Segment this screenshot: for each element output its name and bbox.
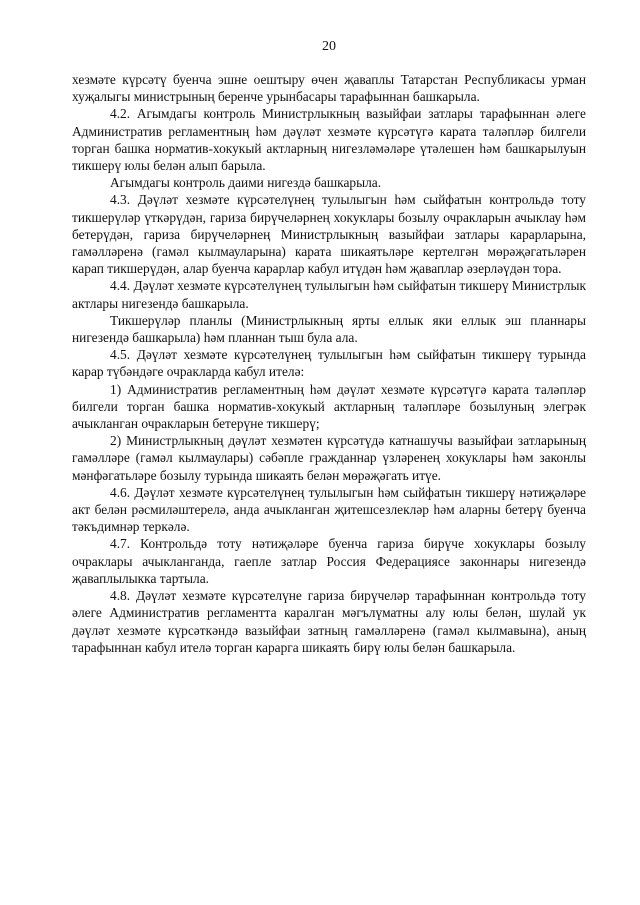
paragraph: 4.5. Дәүләт хезмәте күрсәтелүнең тулылыгын һәм сыйфатын тикшерү турында карар түбәндәге очракларда кабул ителә: xyxy=(72,347,586,380)
paragraph: Агымдагы контроль даими нигездә башкарыла. xyxy=(110,175,382,191)
document-body xyxy=(72,71,586,656)
paragraph: 4.3. Дәүләт хезмәте күрсәтелүнең тулылыгын һәм сыйфатын контрольдә тоту тикшерүләр үткәрүдән, гариза бирүчеләрнең хокуклары бозылу очракларын ачыклау һәм бетерүдән, гариза бирүчеләрнең Министрлыкның вазыйфаи затлары карарларына, гамәлләренә (гамәл кылмауларына) карата шикаятьләре кертелгән мөрәҗәгатьләрен карап тикшерүдән, алар буенча карарлар кабул итүдән һәм җаваплар әзерләүдән тора. xyxy=(72,192,586,277)
paragraph: 4.6. Дәүләт хезмәте күрсәтелүнең тулылыгын һәм сыйфатын тикшерү нәтиҗәләре акт белән рәсмиләштерелә, анда ачыкланган җитешсезлекләр һәм аларны бетерү буенча тәкъдимнәр теркәлә. xyxy=(72,484,586,535)
paragraph: Тикшерүләр планлы (Министрлыкның ярты еллык яки еллык эш планнары нигезендә башкарыла) һәм планнан тыш була ала. xyxy=(72,312,586,346)
page-number: 20 xyxy=(322,39,336,54)
paragraph: 4.7. Контрольдә тоту нәтиҗәләре буенча гариза бирүче хокуклары бозылу очраклары ачыкланганда, гаепле затлар Россия Федерациясе законнары нигезендә җаваплылыкка тартыла. xyxy=(72,536,586,586)
paragraph: 4.8. Дәүләт хезмәте күрсәтелүне гариза бирүчеләр тарафыннан контрольдә тоту әлеге Административ регламентта каралган мәгълүматны алу юлы белән, шулай ук дәүләт хезмәте күрсәткәндә вазыйфаи затның гамәлләренә (гамәл кылмавына), аның тарафыннан кабул ителә торган карарга шикаять бирү юлы белән башкарыла. xyxy=(72,588,586,655)
paragraph: 4.4. Дәүләт хезмәте күрсәтелүнең тулылыгын һәм сыйфатын тикшерү Министрлык актлары нигезендә башкарыла. xyxy=(72,278,586,311)
paragraph: 4.2. Агымдагы контроль Министрлыкның вазыйфаи затлары тарафыннан әлеге Административ регламентның һәм дәүләт хезмәте күрсәтүгә карата таләпләр билгели торган башка норматив-хокукый актларның нигезләмәләре үтәлешен һәм башкарылуын тикшерү юлы белән алып барыла. xyxy=(72,106,586,174)
paragraph: 1) Административ регламентның һәм дәүләт хезмәте күрсәтүгә карата таләпләр билгели торган башка норматив-хокукый актларның таләпләре бозылуның элегрәк ачыкланган очракларын бетерүне тикшерү; xyxy=(72,381,586,432)
paragraph: 2) Министрлыкның дәүләт хезмәтен күрсәтүдә катнашучы вазыйфаи затларының гамәлләре (гамәл кылмаулары) сәбәпле гражданнар үзләренең хокуклары һәм законлы мәнфәгатьләре бозылу турында шикаять белән мөрәҗәгать итүе. xyxy=(72,433,586,483)
paragraph: хезмәте күрсәтү буенча эшне оештыру өчен җаваплы Татарстан Республикасы урман хуҗалыгы министрының беренче урынбасары тарафыннан башкарыла. xyxy=(72,72,586,105)
